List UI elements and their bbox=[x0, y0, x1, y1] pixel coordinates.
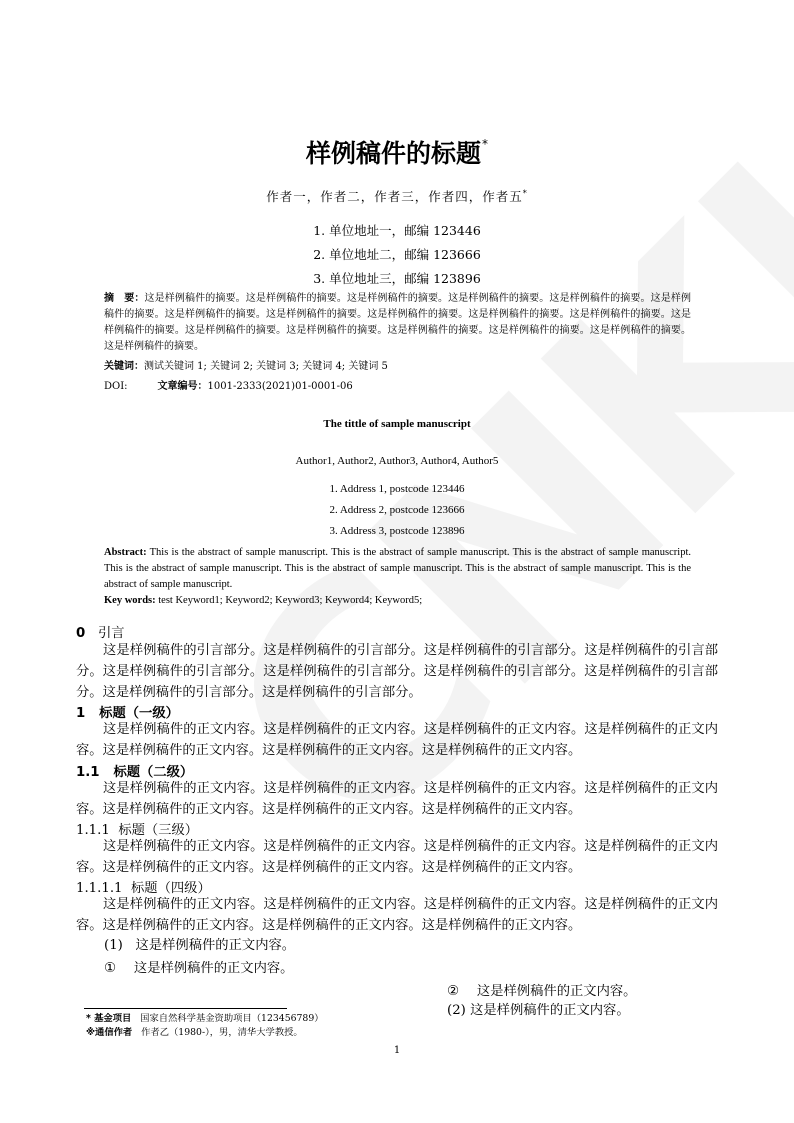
section-number: 0 bbox=[76, 626, 86, 641]
article-number-label: 文章编号： bbox=[157, 381, 208, 392]
authors-footnote-mark: * bbox=[522, 188, 528, 198]
paragraph: 这是样例稿件的正文内容。这是样例稿件的正文内容。这是样例稿件的正文内容。这是样例稿件的正文内容。这是样例稿件的正文内容。这是样例稿件的正文内容。这是样例稿件的正文内容。 bbox=[76, 722, 718, 758]
section-1-1-body bbox=[76, 778, 718, 820]
english-keywords-text: test Keyword1; Keyword2; Keyword3; Keyword4; Keyword5; bbox=[155, 595, 423, 606]
english-title: The tittle of sample manuscript bbox=[323, 418, 471, 430]
list-text: 这是样例稿件的正文内容。 bbox=[135, 938, 296, 953]
footnote-text: 国家自然科学基金资助项目（123456789） bbox=[140, 1013, 324, 1024]
paragraph: 这是样例稿件的引言部分。这是样例稿件的引言部分。这是样例稿件的引言部分。这是样例稿件的引言部分。这是样例稿件的引言部分。这是样例稿件的引言部分。这是样例稿件的引言部分。这是样例稿件的引言部分。这是样例稿件的引言部分。这是样例稿件的引言部分。 bbox=[76, 643, 718, 700]
english-affiliation-2: 2. Address 2, postcode 123666 bbox=[329, 504, 465, 516]
english-affiliation-1: 1. Address 1, postcode 123446 bbox=[329, 483, 465, 495]
list-item bbox=[104, 935, 295, 956]
abstract-label: 摘 要： bbox=[104, 293, 145, 304]
chinese-abstract bbox=[104, 291, 691, 395]
list-marker: ② bbox=[447, 984, 459, 999]
section-title: 标题（二级） bbox=[113, 765, 194, 780]
english-affiliation-3: 3. Address 3, postcode 123896 bbox=[329, 525, 465, 537]
section-number: 1.1.1.1 bbox=[76, 881, 123, 896]
section-title: 标题（一级） bbox=[99, 706, 179, 721]
english-abstract-label: Abstract: bbox=[104, 547, 147, 558]
list-item bbox=[447, 1000, 630, 1021]
paragraph: 这是样例稿件的正文内容。这是样例稿件的正文内容。这是样例稿件的正文内容。这是样例稿件的正文内容。这是样例稿件的正文内容。这是样例稿件的正文内容。这是样例稿件的正文内容。 bbox=[76, 897, 718, 933]
author-list bbox=[0, 187, 794, 205]
article-number: 1001-2333(2021)01-0001-06 bbox=[207, 381, 353, 392]
keywords-label: 关键词： bbox=[104, 361, 144, 372]
list-item bbox=[447, 981, 636, 1002]
paragraph: 这是样例稿件的正文内容。这是样例稿件的正文内容。这是样例稿件的正文内容。这是样例稿件的正文内容。这是样例稿件的正文内容。这是样例稿件的正文内容。这是样例稿件的正文内容。 bbox=[76, 781, 718, 817]
section-0-body bbox=[76, 640, 718, 703]
list-item bbox=[104, 958, 293, 979]
list-text: 这是样例稿件的正文内容。 bbox=[476, 984, 637, 999]
english-authors: Author1, Author2, Author3, Author4, Author5 bbox=[295, 455, 499, 467]
english-keywords-label: Key words: bbox=[104, 595, 156, 606]
paragraph: 这是样例稿件的正文内容。这是样例稿件的正文内容。这是样例稿件的正文内容。这是样例稿件的正文内容。这是样例稿件的正文内容。这是样例稿件的正文内容。这是样例稿件的正文内容。 bbox=[76, 839, 718, 875]
title-footnote-mark: * bbox=[482, 137, 488, 151]
footnote-corresponding-author bbox=[86, 1026, 303, 1040]
section-number: 1.1 bbox=[76, 765, 100, 780]
doi-label: DOI: bbox=[104, 381, 128, 392]
authors-text: 作者一，作者二，作者三，作者四，作者五 bbox=[266, 189, 523, 204]
abstract-text: 这是样例稿件的摘要。这是样例稿件的摘要。这是样例稿件的摘要。这是样例稿件的摘要。这是样例稿件的摘要。这是样例稿件的摘要。这是样例稿件的摘要。这是样例稿件的摘要。这是样例稿件的摘要。这是样例稿件的摘要。这是样例稿件的摘要。这是样例稿件的摘要。这是样例稿件的摘要。这是样例稿件的摘要。这是样例稿件的摘要。这是样例稿件的摘要。这是样例稿件的摘要。这是样例稿件的摘要。 bbox=[104, 293, 692, 352]
footnote-label: * 基金项目 bbox=[86, 1013, 132, 1024]
affiliation-2: 2. 单位地址二，邮编 123666 bbox=[313, 247, 481, 262]
section-number: 1.1.1 bbox=[76, 823, 110, 838]
section-1-1-1-body bbox=[76, 836, 718, 878]
section-title: 标题（三级） bbox=[118, 823, 199, 838]
page-number: 1 bbox=[393, 1045, 401, 1056]
list-text: 这是样例稿件的正文内容。 bbox=[470, 1003, 630, 1018]
section-1-body bbox=[76, 719, 718, 761]
list-marker: ① bbox=[104, 961, 116, 976]
section-number: 1 bbox=[76, 706, 86, 721]
title-text: 样例稿件的标题 bbox=[305, 139, 481, 168]
english-abstract-text: This is the abstract of sample manuscript. This is the abstract of sample manuscript. This is the abstract of sample manuscript. This is the abstract of sample manuscript. This is the abstract of sample manuscript. This is the abstract of sample manuscript. This is the abstract of sample manuscript. bbox=[104, 547, 691, 590]
english-abstract bbox=[104, 545, 691, 609]
section-title: 标题（四级） bbox=[131, 881, 211, 896]
affiliation-3: 3. 单位地址三，邮编 123896 bbox=[313, 271, 481, 286]
paper-title bbox=[0, 134, 794, 170]
keywords-text: 测试关键词 1; 关键词 2; 关键词 3; 关键词 4; 关键词 5 bbox=[144, 361, 388, 372]
section-1-1-1-1-body bbox=[76, 894, 718, 936]
list-marker: (1) bbox=[104, 938, 123, 953]
footnote-funding bbox=[86, 1012, 324, 1026]
footnote-text: 作者乙（1980-），男，清华大学教授。 bbox=[141, 1027, 303, 1038]
footnote-divider bbox=[84, 1008, 287, 1009]
list-marker: (2) bbox=[447, 1003, 466, 1018]
list-text: 这是样例稿件的正文内容。 bbox=[133, 961, 294, 976]
section-title: 引言 bbox=[97, 626, 125, 641]
footnote-label: ※通信作者 bbox=[86, 1027, 133, 1038]
affiliation-1: 1. 单位地址一，邮编 123446 bbox=[313, 223, 481, 238]
